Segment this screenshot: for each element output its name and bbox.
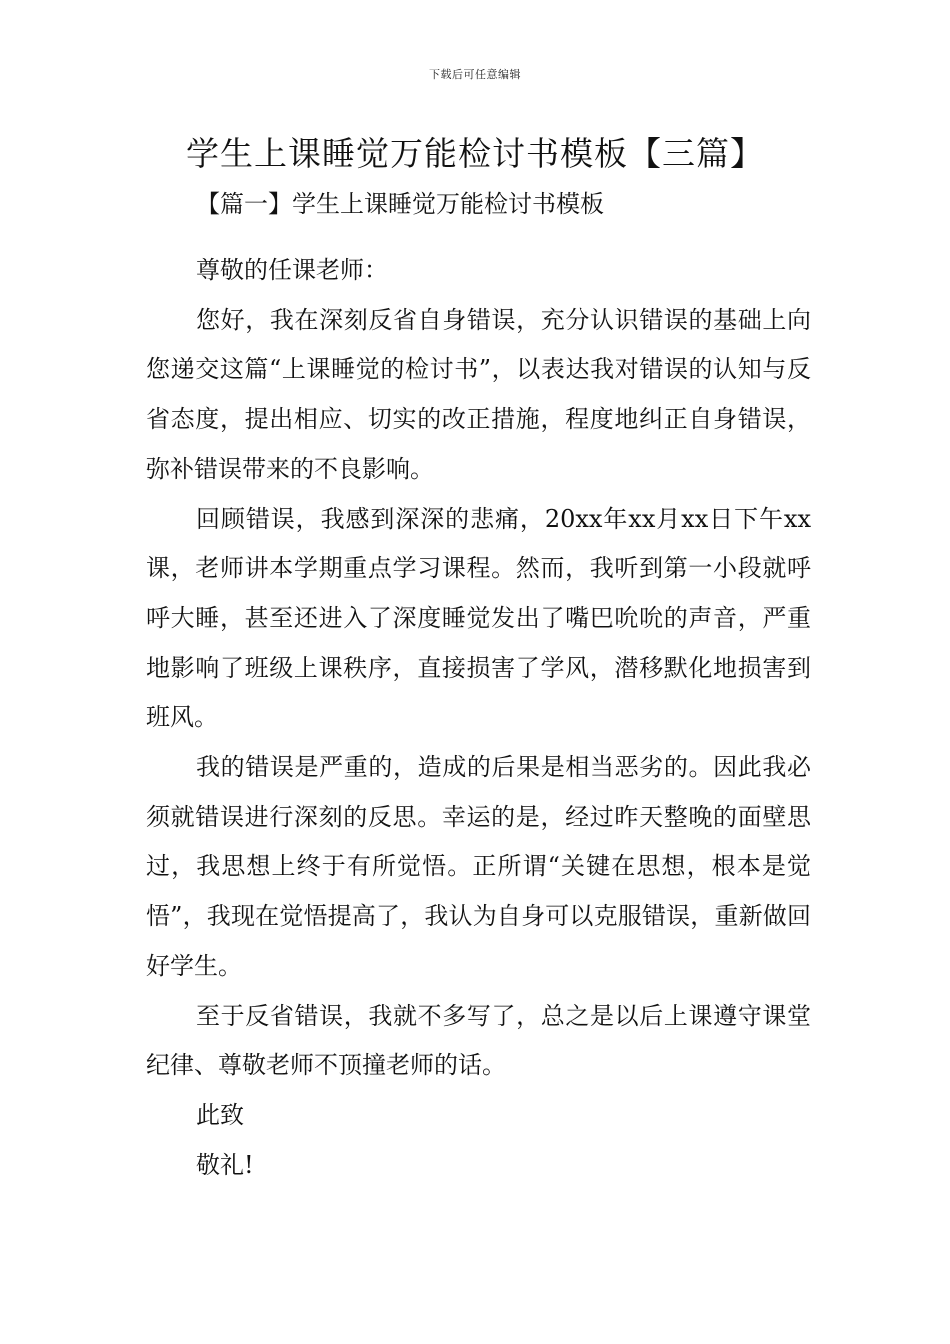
paragraph: 至于反省错误，我就不多写了，总之是以后上课遵守课堂纪律、尊敬老师不顶撞老师的话。 xyxy=(146,1001,811,1080)
closing-line: 此致 xyxy=(196,1100,244,1129)
paragraph: 您好，我在深刻反省自身错误，充分认识错误的基础上向您递交这篇“上课睡觉的检讨书”，以表达我对错误的认知与反省态度，提出相应、切实的改正措施，程度地纠正自身错误，弥补错误带来的不良影响。 xyxy=(146,305,811,483)
paragraph: 回顾错误，我感到深深的悲痛，20xx年xx月xx日下午xx课，老师讲本学期重点学习课程。然而，我听到第一小段就呼呼大睡，甚至还进入了深度睡觉发出了嘴巴吮吮的声音，严重地影响了班级上课秩序，直接损害了学风，潜移默化地损害到班风。 xyxy=(146,504,811,732)
salutation: 尊敬的任课老师： xyxy=(196,256,388,284)
closing-greeting: 敬礼! xyxy=(196,1150,254,1179)
letter-body xyxy=(146,246,811,1190)
document-title: 学生上课睡觉万能检讨书模板【三篇】 xyxy=(186,134,764,173)
paragraph: 我的错误是严重的，造成的后果是相当恶劣的。因此我必须就错误进行深刻的反思。幸运的是，经过昨天整晚的面壁思过，我思想上终于有所觉悟。正所谓“关键在思想，根本是觉悟”，我现在觉悟提高了，我认为自身可以克服错误，重新做回好学生。 xyxy=(146,753,811,980)
section-heading: 【篇一】学生上课睡觉万能检讨书模板 xyxy=(196,190,604,218)
header-note: 下载后可任意编辑 xyxy=(429,68,521,81)
